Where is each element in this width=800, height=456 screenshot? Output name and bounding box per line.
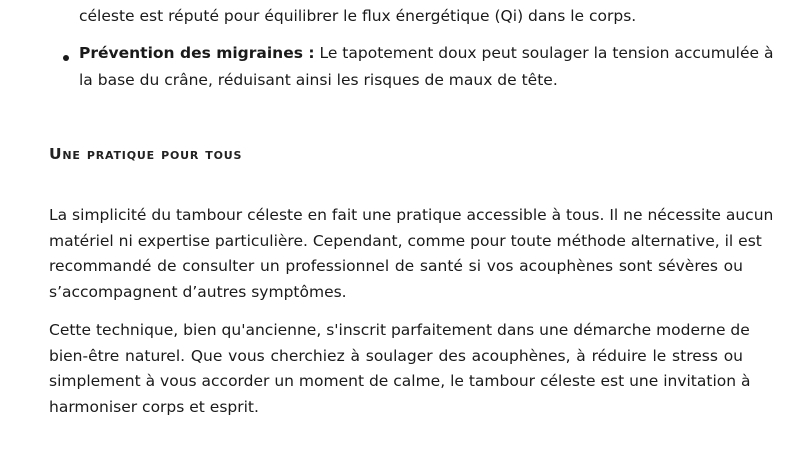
bullet-migraines-title: Prévention des migraines : [79,44,315,62]
paragraph-1-line: matériel ni expertise particulière. Cependant, comme pour toute méthode alternative, il est [49,231,762,250]
bullet-migraines-line2: la base du crâne, réduisant ainsi les risques de maux de tête. [79,71,558,89]
paragraph-1-line: recommandé de consulter un professionnel de santé si vos acouphènes sont sévères ou [49,257,743,275]
paragraph-2-line: simplement à vous accorder un moment de calme, le tambour céleste est une invitation à [49,372,751,390]
paragraph-1-line: s’accompagnent d’autres symptômes. [49,282,347,301]
paragraph-2-line: Cette technique, bien qu'ancienne, s'inscrit parfaitement dans une démarche moderne de [49,321,750,339]
paragraph-2-line: bien-être naturel. Que vous cherchiez à soulager des acouphènes, à réduire le stress ou [49,346,743,365]
paragraph-1 [49,203,774,305]
bullet-migraines-text: Le tapotement doux peut soulager la tension accumulée à [314,44,774,62]
bullet-migraines-line1 [79,44,773,62]
paragraph-2 [49,318,751,420]
bullet-qi-continuation: céleste est réputé pour équilibrer le flux énergétique (Qi) dans le corps. [79,7,637,25]
paragraph-2-line: harmoniser corps et esprit. [49,397,259,416]
bullet-marker [63,55,69,61]
section-heading: Une pratique pour tous [49,145,243,163]
paragraph-1-line: La simplicité du tambour céleste en fait une pratique accessible à tous. Il ne nécessite aucun [49,206,774,224]
